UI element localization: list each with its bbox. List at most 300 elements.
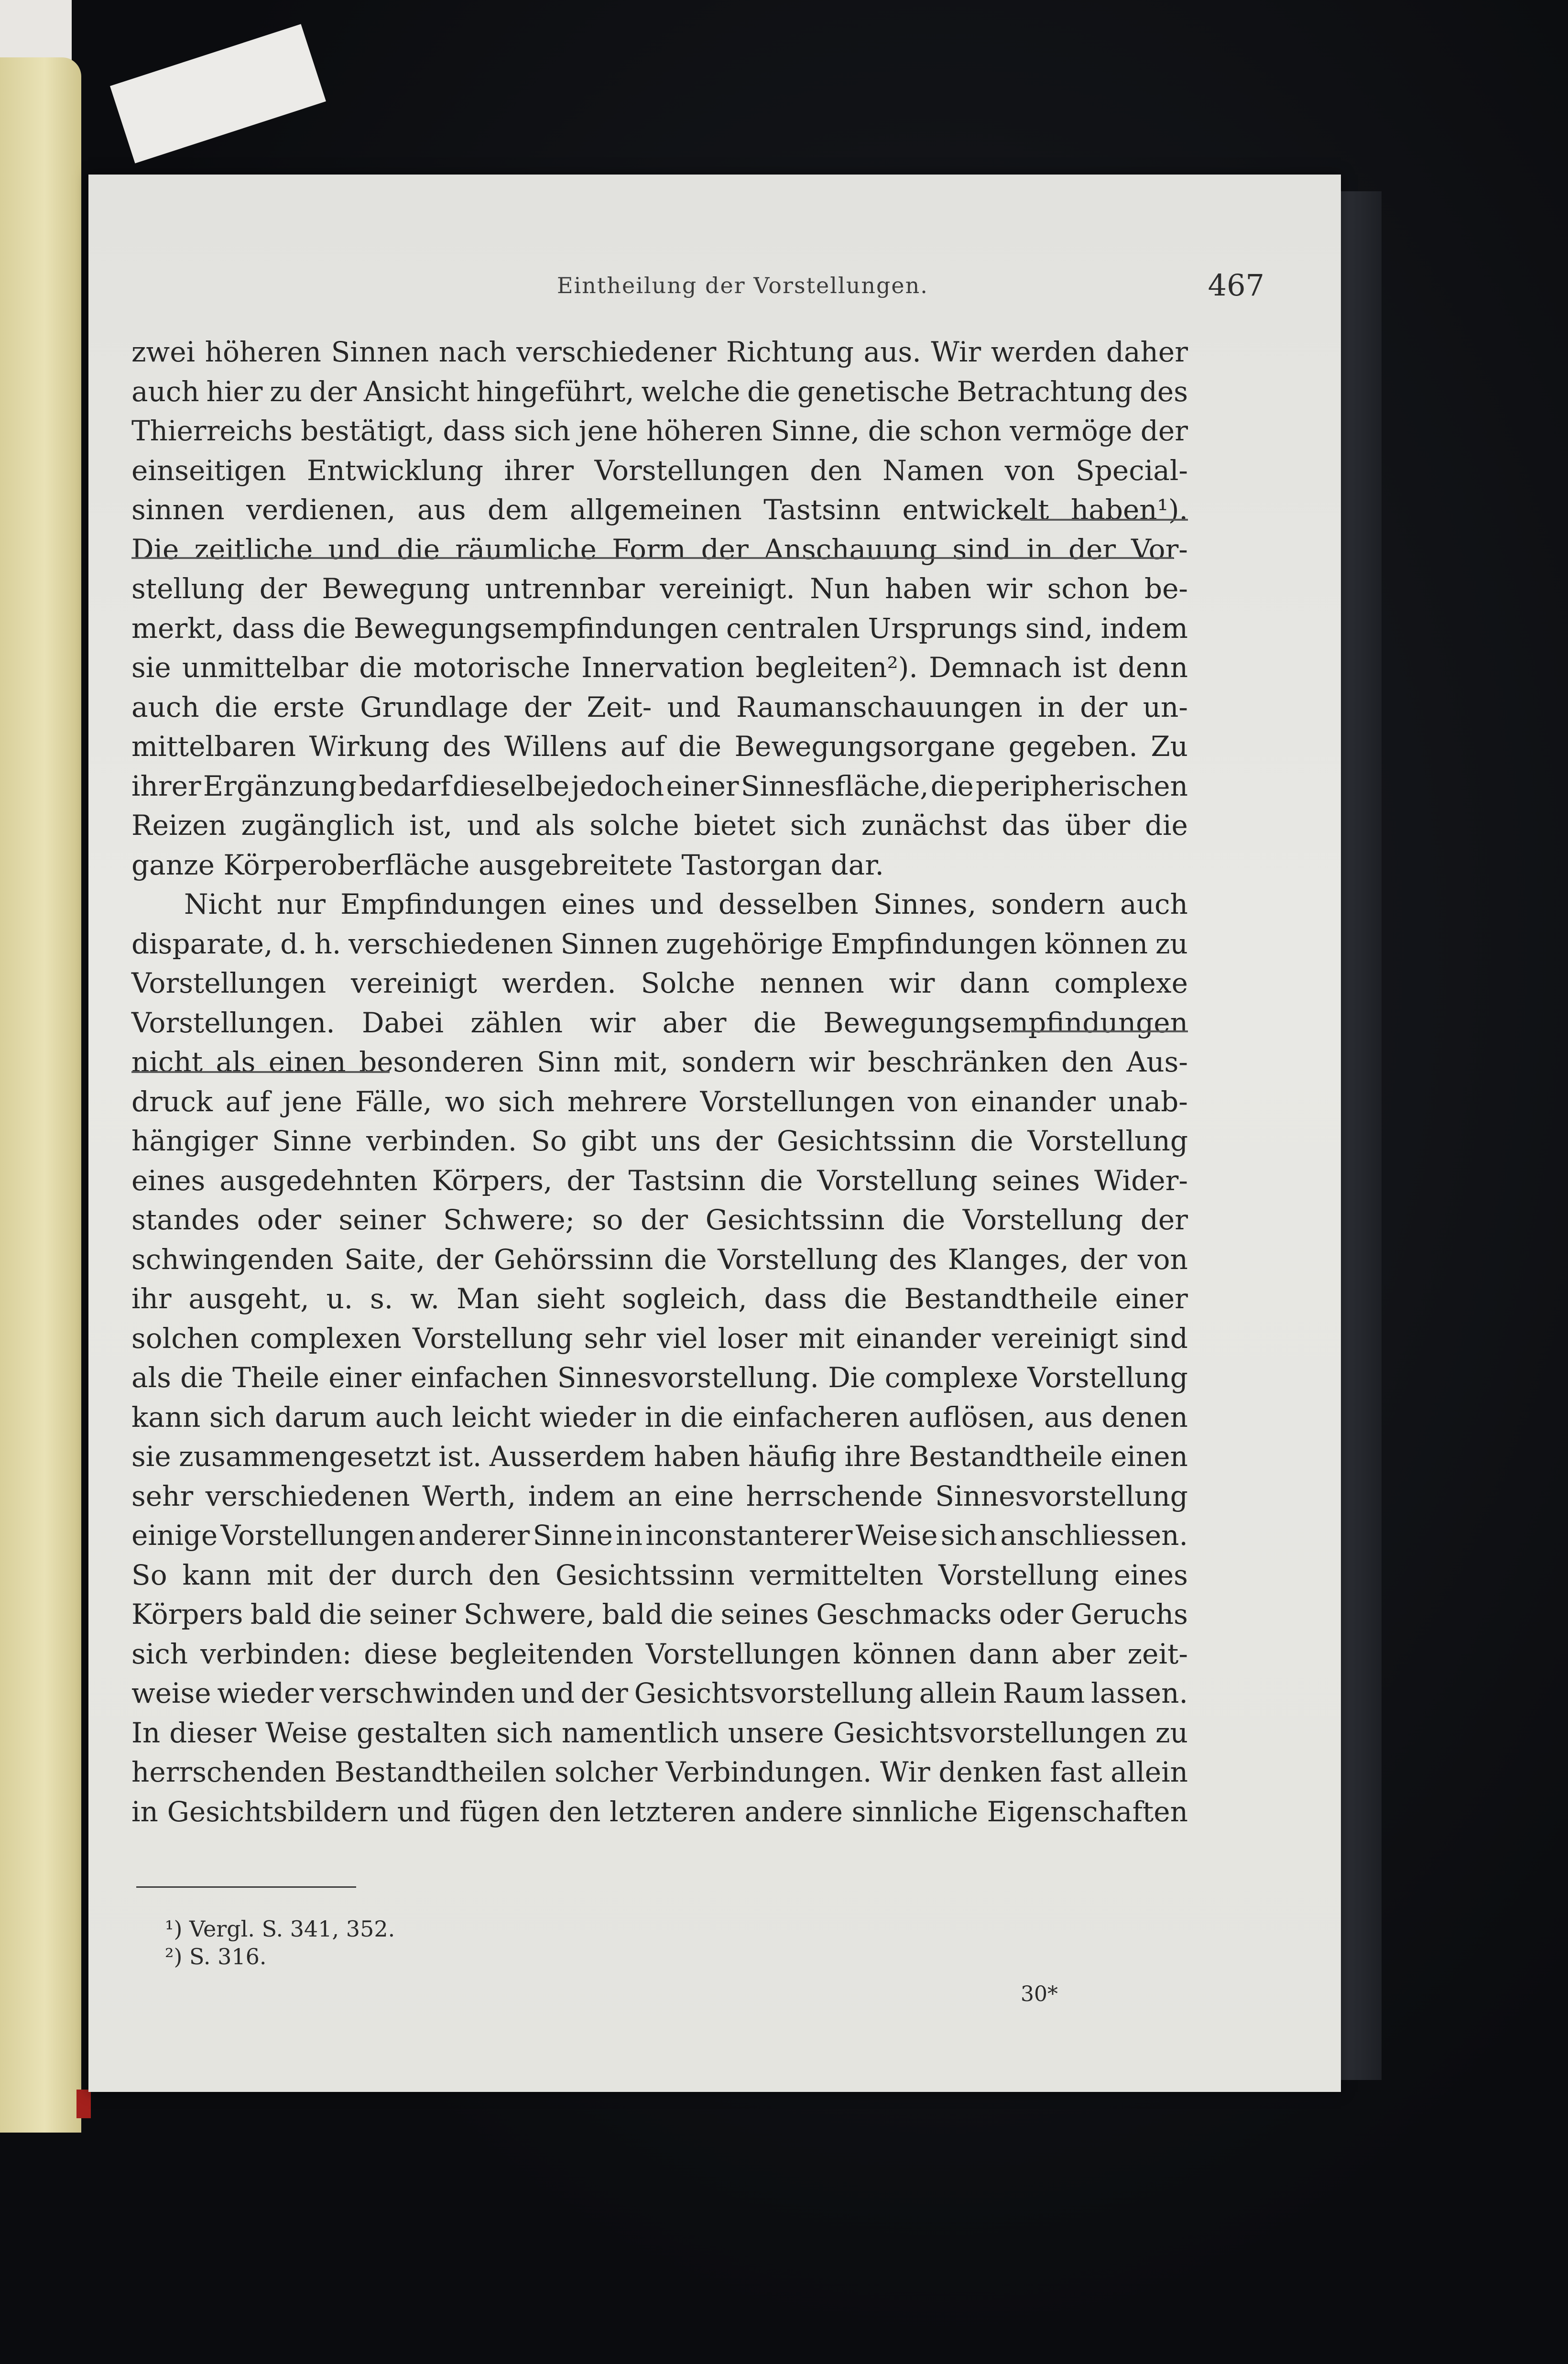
word: peripherischen <box>975 769 1188 802</box>
word: Saite, <box>344 1243 425 1276</box>
word: Willens <box>504 730 608 763</box>
word: über <box>1065 809 1131 842</box>
word: Sinne <box>533 1519 613 1552</box>
word: be- <box>1144 572 1188 605</box>
word: in <box>1038 690 1065 723</box>
word: sogleich, <box>622 1282 747 1315</box>
word: Zu <box>1151 730 1188 763</box>
word: zunächst <box>861 809 987 842</box>
word: Tastsinn <box>763 493 881 526</box>
text-line <box>131 1121 1188 1161</box>
word: Empfindungen <box>830 927 1037 960</box>
word: sinnliche <box>851 1795 978 1828</box>
word: zwei <box>131 336 196 368</box>
footnotes <box>165 1915 395 1970</box>
word: die <box>318 1598 362 1631</box>
word: Bewegungsempfindungen <box>823 1006 1188 1039</box>
word: den <box>1061 1046 1113 1078</box>
word: einfachen <box>410 1361 548 1394</box>
word: sich <box>940 1519 998 1552</box>
word: begleiten²). <box>755 651 918 684</box>
word: sinnen <box>131 493 225 526</box>
word: der <box>566 1164 614 1197</box>
word: haben¹). <box>1070 493 1188 526</box>
word: einer <box>328 1361 402 1394</box>
word: der <box>1068 533 1116 566</box>
word: der <box>640 1204 688 1236</box>
word: motorische <box>413 651 570 684</box>
word: bald <box>250 1598 312 1631</box>
word: weise <box>131 1677 211 1709</box>
word: können <box>853 1637 957 1670</box>
text-line <box>131 411 1188 451</box>
word: wieder <box>539 1401 636 1434</box>
word: kann <box>131 1401 201 1434</box>
word: der <box>1080 690 1128 723</box>
word: solchen <box>131 1322 239 1355</box>
word: die <box>1144 809 1188 842</box>
word: die <box>930 769 974 802</box>
word: aus. <box>863 336 921 368</box>
word: vereinigt. <box>660 572 795 605</box>
word: So <box>531 1125 567 1157</box>
text-line: ganze Körperoberfläche ausgebreitete Tastorgan dar. <box>131 848 884 881</box>
word: Ursprungs <box>868 612 1018 645</box>
word: höheren <box>205 336 321 368</box>
word: die <box>868 415 911 447</box>
word: ihr <box>131 1282 172 1315</box>
word: werden <box>991 336 1097 368</box>
word: in <box>1026 533 1053 566</box>
word: Geruchs <box>1070 1598 1188 1631</box>
word: höheren <box>646 415 763 447</box>
word: Geschmacks <box>816 1598 992 1631</box>
word: Vorstellung <box>718 1243 878 1276</box>
word: allein <box>919 1677 997 1709</box>
word: Zeit- <box>587 690 652 723</box>
text-line <box>131 1752 1188 1792</box>
word: Ausserdem <box>489 1440 646 1473</box>
word: mit, <box>613 1046 669 1078</box>
word: sieht <box>536 1282 605 1315</box>
word: wieder <box>217 1677 314 1709</box>
word: eines <box>1114 1558 1188 1591</box>
word: Vorstellung <box>1027 1125 1188 1157</box>
word: die <box>760 1164 803 1197</box>
word: allein <box>1111 1756 1188 1788</box>
word: einander <box>970 1085 1096 1118</box>
footnote: ²) S. 316. <box>165 1944 267 1970</box>
text-line <box>131 372 1188 412</box>
text-line <box>131 1082 1188 1122</box>
word: können <box>1044 927 1148 960</box>
word: Sinnesvorstellung <box>935 1479 1188 1512</box>
word: die <box>844 1282 887 1315</box>
word: Sinne <box>272 1125 352 1157</box>
word: gegeben. <box>1008 730 1138 763</box>
word: einige <box>131 1519 218 1552</box>
word: dann <box>959 967 1030 999</box>
word: denken <box>938 1756 1042 1788</box>
text-line <box>131 1279 1188 1319</box>
word: aber <box>662 1006 727 1039</box>
word: den <box>488 1558 541 1591</box>
word: die <box>678 730 721 763</box>
word: wir <box>589 1006 636 1039</box>
text-line <box>131 885 1188 924</box>
word: sich <box>790 809 847 842</box>
word: auch <box>375 1401 443 1434</box>
word: zählen <box>470 1006 563 1039</box>
word: druck <box>131 1085 213 1118</box>
word: lassen. <box>1091 1677 1188 1709</box>
word: sondern <box>681 1046 796 1078</box>
word: herrschende <box>746 1479 923 1512</box>
word: Vorstellung <box>962 1204 1123 1236</box>
word: die <box>902 1204 946 1236</box>
text-line <box>131 1477 1188 1516</box>
word: gibt <box>581 1125 637 1157</box>
word: Vorstellung <box>413 1322 573 1355</box>
word: hängiger <box>131 1125 258 1157</box>
word: sich <box>498 1085 555 1118</box>
word: complexe <box>1054 967 1188 999</box>
word: die <box>680 1401 724 1434</box>
word: Ansicht <box>363 375 469 408</box>
signature-mark: 30* <box>1021 1982 1058 2006</box>
text-line <box>131 1674 1188 1713</box>
word: die <box>753 1006 796 1039</box>
word: herrschenden <box>131 1756 327 1788</box>
word: un- <box>1143 690 1188 723</box>
word: Man <box>457 1282 520 1315</box>
word: unab- <box>1108 1085 1188 1118</box>
word: schon <box>1047 572 1130 605</box>
word: häufig <box>748 1440 837 1473</box>
word: an <box>627 1479 662 1512</box>
word: auf <box>620 730 665 763</box>
word: zeitliche <box>194 533 313 566</box>
text-line <box>131 1200 1188 1240</box>
word: bestätigt, <box>301 415 435 447</box>
word: complexe <box>884 1361 1019 1394</box>
text-line <box>131 530 1188 569</box>
word: schwingenden <box>131 1243 334 1276</box>
word: Wider- <box>1094 1164 1188 1197</box>
word: sich <box>209 1401 266 1434</box>
word: einer <box>1115 1282 1188 1315</box>
text-line <box>131 332 1188 372</box>
word: beschränken <box>868 1046 1048 1078</box>
word: nennen <box>760 967 864 999</box>
footnote: ¹) Vergl. S. 341, 352. <box>165 1916 395 1942</box>
word: des <box>888 1243 937 1276</box>
word: Richtung <box>726 336 854 368</box>
word: räumliche <box>455 533 597 566</box>
word: Vor- <box>1131 533 1188 566</box>
word: von <box>907 1085 958 1118</box>
text-line <box>131 569 1188 609</box>
word: zugänglich <box>241 809 395 842</box>
word: seiner <box>338 1204 426 1236</box>
word: indem <box>1100 612 1188 645</box>
word: Sinnes, <box>873 888 977 920</box>
word: ist <box>1072 651 1107 684</box>
word: Vorstellung <box>817 1164 978 1197</box>
word: ist. <box>438 1440 482 1473</box>
word: anderer <box>418 1519 530 1552</box>
word: zeit- <box>1127 1637 1188 1670</box>
word: Nicht <box>184 888 262 920</box>
word: sind <box>952 533 1012 566</box>
word: Bestandtheile <box>904 1282 1098 1315</box>
word: und <box>328 533 382 566</box>
word: Gesichtssinn <box>705 1204 885 1236</box>
word: unmittelbar <box>182 651 348 684</box>
word: ist, <box>409 809 453 842</box>
word: viel <box>657 1322 707 1355</box>
word: Wirkung <box>309 730 430 763</box>
word: dem <box>487 493 548 526</box>
word: sind, <box>1025 612 1093 645</box>
word: Vorstellungen. <box>131 1006 335 1039</box>
word: gestalten <box>357 1716 487 1749</box>
word: Bewegungsempfindungen <box>353 612 719 645</box>
word: der <box>309 375 357 408</box>
word: haben <box>653 1440 740 1473</box>
word: dann <box>969 1637 1039 1670</box>
word: oder <box>999 1598 1064 1631</box>
word: Raum <box>1002 1677 1085 1709</box>
word: u. <box>326 1282 353 1315</box>
word: der <box>259 572 307 605</box>
word: vereinigt <box>991 1322 1118 1355</box>
word: Aus- <box>1126 1046 1188 1078</box>
word: so <box>592 1204 623 1236</box>
word: Fälle, <box>355 1085 432 1118</box>
word: Dabei <box>361 1006 444 1039</box>
word: verschiedener <box>516 336 717 368</box>
word: der <box>580 1677 628 1709</box>
word: Vorstellung <box>1027 1361 1188 1394</box>
word: einer <box>666 769 739 802</box>
word: Tastsinn <box>628 1164 746 1197</box>
word: dass <box>764 1282 827 1315</box>
word: jene <box>578 415 638 447</box>
word: fast <box>1050 1756 1102 1788</box>
word: einfacheren <box>732 1401 900 1434</box>
word: letzteren <box>610 1795 736 1828</box>
word: So <box>131 1558 167 1591</box>
text-line <box>131 1240 1188 1280</box>
word: seines <box>720 1598 809 1631</box>
word: auch <box>131 375 199 408</box>
word: fügen <box>459 1795 540 1828</box>
word: und <box>467 809 521 842</box>
word: Bewegungsorgane <box>734 730 996 763</box>
word: loser <box>718 1322 787 1355</box>
word: mehrere <box>567 1085 687 1118</box>
word: wir <box>808 1046 855 1078</box>
word: mittelbaren <box>131 730 296 763</box>
word: sich <box>496 1716 553 1749</box>
word: Raumanschauungen <box>736 690 1023 723</box>
word: haben <box>885 572 971 605</box>
word: denn <box>1118 651 1188 684</box>
facing-page-edge <box>0 57 81 2133</box>
text-line <box>131 1358 1188 1398</box>
word: dieselbe <box>452 769 569 802</box>
word: aus <box>1044 1401 1093 1434</box>
book-page <box>88 175 1341 2092</box>
word: entwickelt <box>902 493 1049 526</box>
word: bedarf <box>359 769 451 802</box>
word: werden. <box>501 967 616 999</box>
word: Entwicklung <box>306 454 484 487</box>
word: durch <box>391 1558 473 1591</box>
word: die <box>970 1125 1013 1157</box>
text-line <box>131 1792 1188 1832</box>
word: der <box>328 1558 376 1591</box>
word: zu <box>1155 927 1188 960</box>
word: einen <box>268 1046 346 1078</box>
word: sich <box>131 1637 188 1670</box>
word: Sinnen <box>331 336 429 368</box>
word: auch <box>1120 888 1188 920</box>
word: merkt, <box>131 612 224 645</box>
word: daher <box>1106 336 1188 368</box>
word: der <box>1079 1243 1127 1276</box>
word: der <box>715 1125 762 1157</box>
page-number: 467 <box>1208 268 1264 303</box>
text-line <box>131 766 1188 806</box>
word: Vorstellungen <box>594 454 789 487</box>
word: der <box>1140 415 1188 447</box>
word: wir <box>986 572 1033 605</box>
word: eines <box>561 888 635 920</box>
word: des <box>1139 375 1188 408</box>
word: und <box>397 1795 451 1828</box>
word: sondern <box>991 888 1105 920</box>
text-line <box>131 924 1188 964</box>
word: Ergänzung <box>203 769 357 802</box>
word: die <box>397 533 440 566</box>
word: und <box>667 690 721 723</box>
text-line <box>131 688 1188 727</box>
word: Sinne, <box>771 415 860 447</box>
word: standes <box>131 1204 240 1236</box>
word: auflösen, <box>908 1401 1035 1434</box>
word: ausgedehnten <box>219 1164 418 1197</box>
word: sehr <box>584 1322 646 1355</box>
word: solcher <box>555 1756 658 1788</box>
word: Solche <box>641 967 735 999</box>
word: Demnach <box>929 651 1062 684</box>
word: In <box>131 1716 161 1749</box>
word: in <box>644 1401 672 1434</box>
text-line <box>131 963 1188 1003</box>
text-line <box>131 1319 1188 1358</box>
word: mit <box>266 1558 313 1591</box>
text-line <box>131 727 1188 766</box>
word: jene <box>283 1085 342 1118</box>
word: disparate, <box>131 927 273 960</box>
word: diese <box>364 1637 438 1670</box>
word: einseitigen <box>131 454 286 487</box>
word: complexen <box>250 1322 402 1355</box>
word: in <box>616 1519 643 1552</box>
word: das <box>1002 809 1050 842</box>
word: Form <box>611 533 686 566</box>
word: Vorstellungen <box>220 1519 415 1552</box>
word: der <box>523 690 572 723</box>
word: Vorstellungen <box>700 1085 895 1118</box>
word: Special- <box>1076 454 1188 487</box>
word: Eigenschaften <box>987 1795 1188 1828</box>
word: die <box>303 612 346 645</box>
word: hier <box>206 375 263 408</box>
word: der <box>1140 1204 1188 1236</box>
word: erste <box>273 690 345 723</box>
pencil-underline <box>131 557 1174 559</box>
word: schon <box>919 415 1002 447</box>
word: Theile <box>232 1361 320 1394</box>
word: besonderen <box>359 1046 524 1078</box>
red-page-edge <box>76 2090 91 2118</box>
word: als <box>131 1361 171 1394</box>
word: Schwere, <box>463 1598 595 1631</box>
word: andere <box>744 1795 843 1828</box>
word: die <box>215 690 258 723</box>
running-head: Eintheilung der Vorstellungen. <box>557 273 928 298</box>
text-line <box>131 806 1188 845</box>
text-line <box>131 1634 1188 1674</box>
word: oder <box>257 1204 321 1236</box>
word: verschiedenen <box>205 1479 410 1512</box>
word: Vorstellung <box>938 1558 1099 1591</box>
word: die <box>664 1243 707 1276</box>
word: Körpers <box>131 1598 243 1631</box>
word: Die <box>828 1361 876 1394</box>
word: Sinn <box>536 1046 600 1078</box>
word: seines <box>991 1164 1080 1197</box>
word: Gesichtsbildern <box>167 1795 389 1828</box>
word: w. <box>410 1282 440 1315</box>
text-line <box>131 609 1188 648</box>
word: dass <box>232 612 295 645</box>
word: sie <box>131 1440 171 1473</box>
word: indem <box>528 1479 616 1512</box>
text-line <box>131 490 1188 530</box>
pencil-underline <box>131 1071 390 1073</box>
word: Empfindungen <box>340 888 547 920</box>
word: begleitenden <box>450 1637 634 1670</box>
word: namentlich <box>561 1716 719 1749</box>
word: zu <box>270 375 303 408</box>
word: von <box>1137 1243 1188 1276</box>
word: die <box>670 1598 714 1631</box>
word: verschwinden <box>319 1677 515 1709</box>
word: Vorstellungen <box>131 967 327 999</box>
word: wir <box>889 967 935 999</box>
word: Thierreichs <box>131 415 293 447</box>
word: inconstanterer <box>645 1519 853 1552</box>
word: auf <box>225 1085 271 1118</box>
word: verbinden. <box>366 1125 517 1157</box>
word: Nun <box>810 572 870 605</box>
word: denen <box>1101 1401 1188 1434</box>
word: welche <box>641 375 740 408</box>
